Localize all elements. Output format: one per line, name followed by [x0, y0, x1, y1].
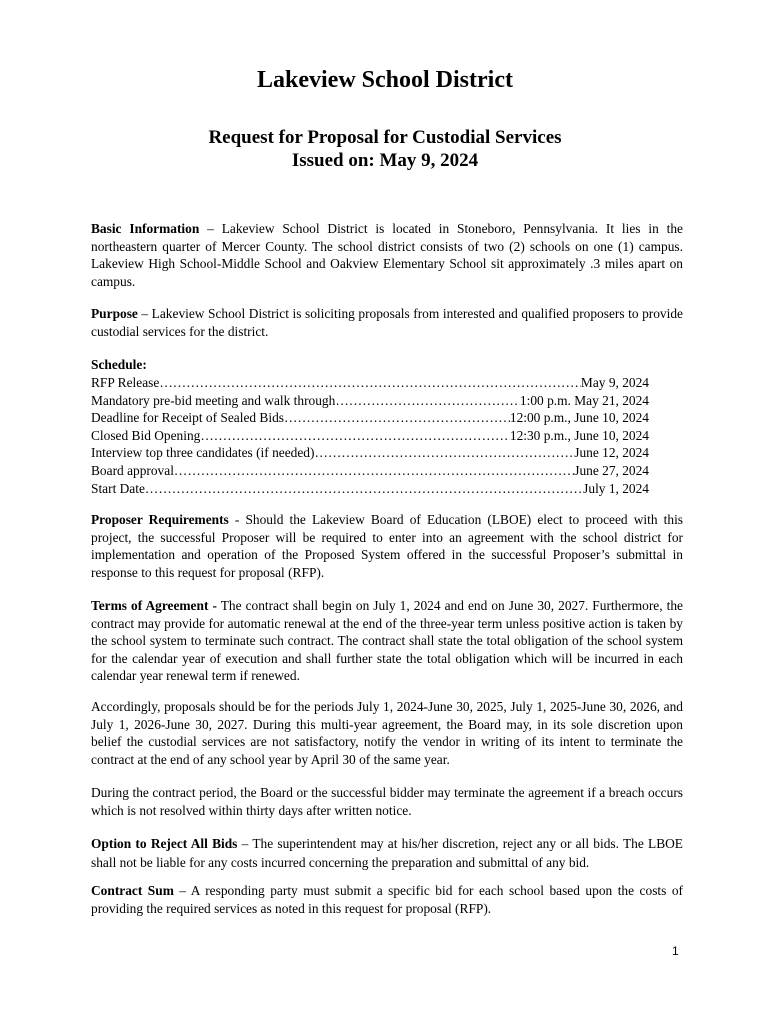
schedule-value: 12:00 p.m., June 10, 2024 — [509, 410, 649, 426]
schedule-row — [91, 444, 649, 462]
purpose-paragraph — [91, 305, 683, 340]
schedule-label: Board approval — [91, 462, 174, 478]
schedule-label: RFP Release — [91, 375, 160, 390]
schedule-row — [91, 427, 649, 445]
schedule-row — [91, 409, 649, 427]
contract-sum-heading: Contract Sum — [91, 883, 174, 898]
terms-heading: Terms of Agreement - — [91, 598, 217, 613]
schedule-value: June 12, 2024 — [574, 445, 649, 461]
purpose-text: – Lakeview School District is soliciting proposals from interested and qualified proposers to provide custodial services for the district. — [91, 306, 683, 339]
page-number: 1 — [672, 944, 679, 958]
schedule-value: June 27, 2024 — [574, 462, 649, 478]
schedule-label: Deadline for Receipt of Sealed Bids — [91, 410, 284, 426]
document-subtitle: Request for Proposal for Custodial Services — [208, 127, 562, 148]
leader-dots — [335, 392, 520, 410]
purpose-heading: Purpose — [91, 306, 138, 321]
basic-information-heading: Basic Information — [91, 221, 200, 236]
schedule-row — [91, 374, 649, 392]
schedule-row — [91, 462, 649, 480]
schedule-label: Interview top three candidates (if needed) — [91, 445, 315, 461]
schedule-value: May 9, 2024 — [580, 375, 649, 390]
schedule-label: Mandatory pre-bid meeting and walk through — [91, 392, 336, 408]
terms-paragraph — [91, 597, 683, 685]
leader-dots — [314, 444, 574, 462]
basic-information-text: – Lakeview School District is located in Stoneboro, Pennsylvania. It lies in the northeastern quarter of Mercer County. The school district consists of two (2) schools on one (1) campus. Lakeview High School-Middle School and Oakview Elementary School sit approximately .3 miles apart on campus. — [91, 221, 684, 289]
basic-information-paragraph — [91, 220, 683, 290]
schedule-value: 1:00 p.m. May 21, 2024 — [519, 392, 649, 408]
proposer-requirements-paragraph — [91, 511, 683, 581]
schedule-row — [91, 480, 649, 498]
contract-sum-text: – A responding party must submit a specific bid for each school based upon the costs of providing the required services as noted in this request for proposal (RFP). — [91, 883, 683, 916]
leader-dots — [284, 409, 510, 427]
schedule-value: July 1, 2024 — [583, 480, 649, 496]
issued-date: Issued on: May 9, 2024 — [291, 150, 479, 171]
accordingly-paragraph: Accordingly, proposals should be for the periods July 1, 2024-June 30, 2025, July 1, 2025-June 30, 2026, and July 1, 2026-June 30, 2027. During this multi-year agreement, the Board may, in its sole discretion upon belief the custodial services are not satisfactory, notify the vendor in writing of its intent to terminate the contract at the end of any school year by April 30 of the same year. — [91, 699, 683, 767]
leader-dots — [145, 480, 583, 498]
leader-dots — [159, 374, 581, 392]
schedule-list — [91, 374, 649, 497]
contract-sum-paragraph — [91, 882, 683, 917]
schedule-row — [91, 392, 649, 410]
proposer-requirements-text: - Should the Lakeview Board of Education (LBOE) elect to proceed with this project, the successful Proposer will be required to enter into an agreement with the school district for implementation and operation of the Proposed System offered in the successful Proposer’s submittal in response to this request for proposal (RFP). — [91, 512, 684, 580]
proposer-requirements-heading: Proposer Requirements — [91, 512, 229, 527]
schedule-value: 12:30 p.m., June 10, 2024 — [509, 427, 649, 443]
terms-text: The contract shall begin on July 1, 2024 and end on June 30, 2027. Furthermore, the contract may provide for automatic renewal at the end of the three-year term unless positive action is taken by the school system to terminate such contract. The contract shall state the total obligation of the school system for the calendar year of execution and shall further state the total obligation which will be incurred in each calendar year renewal term if renewed. — [91, 598, 683, 684]
leader-dots — [200, 427, 510, 445]
document-title: Lakeview School District — [257, 67, 513, 93]
reject-bids-heading: Option to Reject All Bids — [91, 836, 238, 851]
leader-dots — [174, 462, 574, 480]
reject-bids-paragraph — [91, 834, 683, 872]
termination-paragraph: During the contract period, the Board or the successful bidder may terminate the agreement if a breach occurs which is not resolved within thirty days after written notice. — [91, 785, 683, 818]
schedule-label: Closed Bid Opening — [91, 427, 201, 443]
reject-bids-text: – The superintendent may at his/her discretion, reject any or all bids. The LBOE shall not be liable for any costs incurred concerning the preparation and submittal of any bid. — [91, 836, 683, 870]
schedule-label: Start Date — [91, 480, 145, 496]
schedule-heading: Schedule: — [91, 357, 147, 372]
